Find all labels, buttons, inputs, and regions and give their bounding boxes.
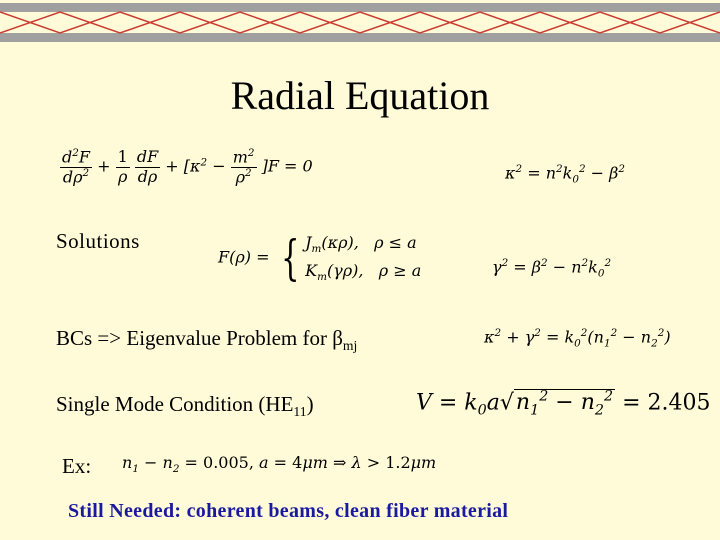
single-mode-label <box>56 392 314 420</box>
banner-zigzag-inverse <box>0 12 720 33</box>
radial-equation: $\frac{d^2F}{d\rho^2}$ + $\frac{1}{\rho}$ $\frac{dF}{d\rho}$ + [$\kappa^2$ − $\frac{m^2}{\rho^2}$ ]F = 0 <box>62 147 313 187</box>
example-label: Ex: <box>62 454 92 478</box>
example-equation: $n_1 - n_2 = 0.005$, a = 4μm ⇒ λ > 1.2μm <box>122 453 437 476</box>
piecewise-solution: F(ρ) = { $J_m(\kappa\rho)$, ρ ≤ a $K_m(\gamma\rho)$, ρ ≥ a <box>218 229 422 286</box>
banner-bottom-bar <box>0 33 720 42</box>
bcs-label-subscript: mj <box>342 338 358 354</box>
solutions-label: Solutions <box>56 229 140 253</box>
single-mode-subscript: 11 <box>293 404 307 420</box>
banner-top-bar <box>0 3 720 12</box>
kappa-gamma-relation: $\kappa^2 + \gamma^2 = k_0^2(n_1^2 - n_2^2)$ <box>484 327 671 350</box>
v-number-value: 2.405 <box>647 390 711 416</box>
bcs-label-text: BCs => Eigenvalue Problem for β <box>56 326 343 350</box>
kappa-definition: $\kappa^2 = n^2k_0^2 - \beta^2$ <box>505 163 626 186</box>
v-number-equation: $V = k_0a√n_1^2 - n_2^2 = 2.405$ <box>416 389 711 419</box>
decorative-banner <box>0 0 720 46</box>
bcs-label <box>56 326 357 354</box>
single-mode-close: ) <box>306 392 314 416</box>
gamma-definition: $\gamma^2 = \beta^2 - n^2k_0^2$ <box>492 257 612 280</box>
single-mode-text: Single Mode Condition (HE <box>56 392 294 416</box>
slide-title: Radial Equation <box>230 73 490 118</box>
still-needed-text: Still Needed: coherent beams, clean fiber material <box>68 500 509 522</box>
banner-zigzag <box>0 12 720 33</box>
